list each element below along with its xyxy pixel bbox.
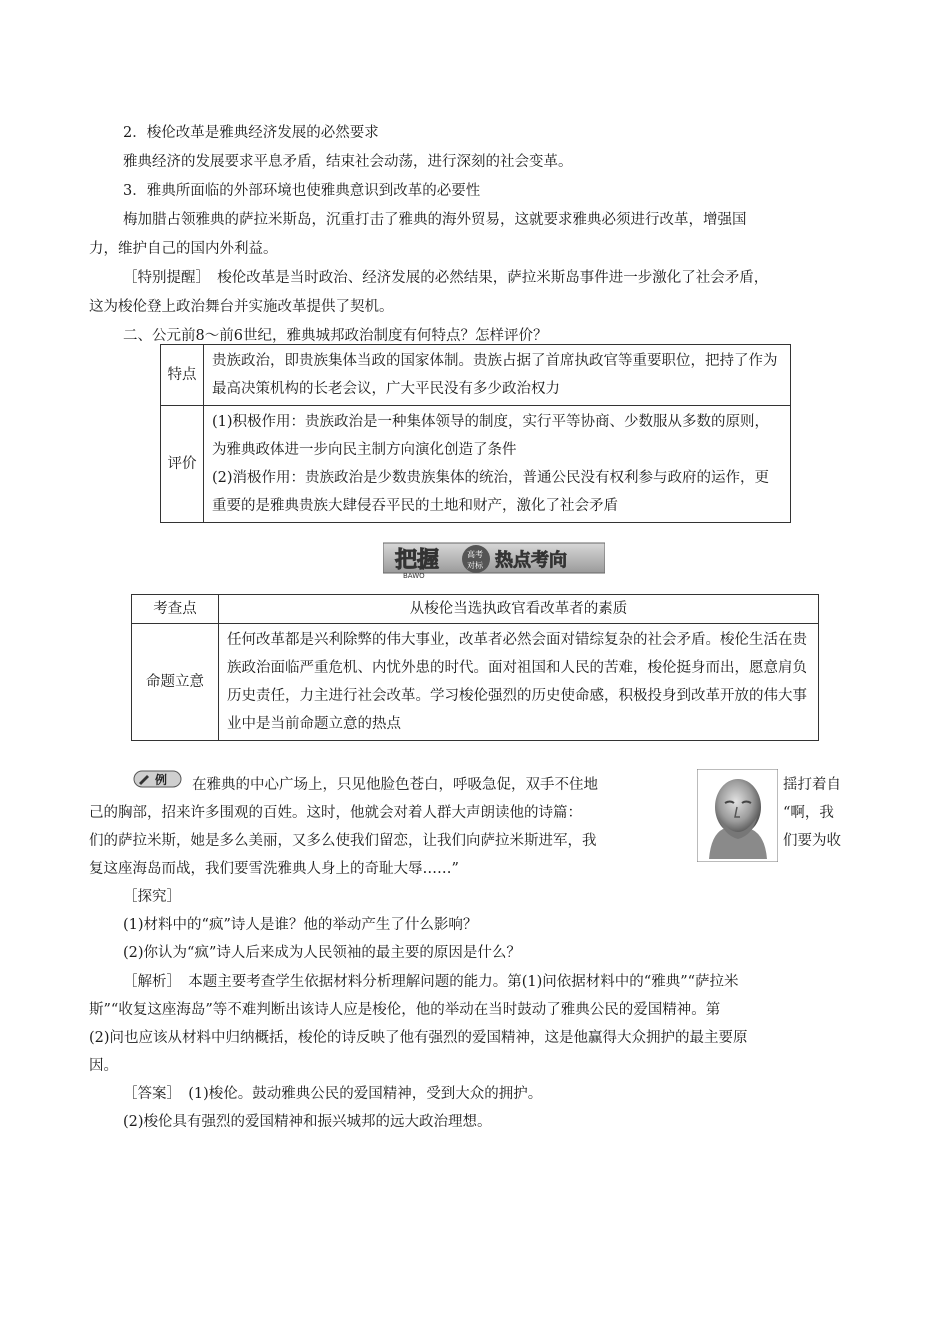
example-line4: 复这座海岛而战，我们要雪洗雅典人身上的奇耻大辱……” (89, 861, 459, 877)
positive-effect: (1)积极作用：贵族政治是一种集体领导的制度，实行平等协商、少数服从多数的原则，为雅典政体进一步向民主制方向演化创造了条件 (212, 414, 770, 458)
item2-title: 2．梭伦改革是雅典经济发展的必然要求 (123, 125, 379, 141)
section2-heading: 二、公元前8～前6世纪，雅典城邦政治制度有何特点？怎样评价？ (123, 328, 548, 344)
table-cell-feature: 贵族政治，即贵族集体当政的国家体制。贵族占据了首席执政官等重要职位，把持了作为最高决策机构的长老会议，广大平民没有多少政治权力 (204, 345, 791, 406)
answer-line1: ［答案］ (1)梭伦。鼓动雅典公民的爱国精神，受到大众的拥护。 (123, 1086, 543, 1102)
reminder-line2: 这为梭伦登上政治舞台并实施改革提供了契机。 (89, 299, 394, 315)
table-label-evaluation: 评价 (161, 406, 204, 523)
example-line1a: 在雅典的中心广场上，只见他脸色苍白，呼吸急促，双手不住地 (192, 777, 598, 793)
table-row (161, 345, 791, 406)
banner-graphic (383, 540, 605, 580)
explore-label: ［探究］ (123, 889, 181, 905)
table-row (161, 406, 791, 523)
example-line3a: 们的萨拉米斯，她是多么美丽，又多么使我们留恋，让我们向萨拉米斯进军，我 (89, 833, 597, 849)
analysis-line1: ［解析］ 本题主要考查学生依据材料分析理解问题的能力。第(1)问依据材料中的“雅典”“萨拉米 (123, 974, 739, 990)
reminder-line1: ［特别提醒］ 梭伦改革是当时政治、经济发展的必然结果，萨拉米斯岛事件进一步激化了社会矛盾， (123, 270, 769, 286)
answer-line2: (2)梭伦具有强烈的爱国精神和振兴城邦的远大政治理想。 (123, 1114, 492, 1130)
solon-bust-image (697, 769, 778, 862)
example-tag (133, 769, 183, 793)
example-line1b: 揺打着自 (783, 777, 841, 793)
question-2: (2)你认为“疯”诗人后来成为人民领袖的最主要的原因是什么？ (123, 945, 521, 961)
item3-body-line1: 梅加腊占领雅典的萨拉米斯岛，沉重打击了雅典的海外贸易，这就要求雅典必须进行改革，增强国 (123, 212, 747, 228)
question-1: (1)材料中的“疯”诗人是谁？他的举动产生了什么影响？ (123, 917, 478, 933)
exam-point-table (131, 594, 819, 741)
item2-body: 雅典经济的发展要求平息矛盾，结束社会动荡，进行深刻的社会变革。 (123, 154, 573, 170)
banner-small-bottom: 对标 (467, 561, 483, 570)
item3-title: 3．雅典所面临的外部环境也使雅典意识到改革的必要性 (123, 183, 481, 199)
section-banner (383, 540, 605, 580)
analysis-line2: 斯”“收复这座海岛”等不难判断出该诗人应是梭伦，他的举动在当时鼓动了雅典公民的爱国精神。第 (89, 1002, 721, 1018)
item3-body-line2: 力，维护自己的国内外利益。 (89, 241, 278, 257)
table-row (132, 595, 819, 624)
example-tag-label: 例 (155, 773, 168, 787)
banner-main-left: 把握 (395, 548, 440, 573)
exam-label-point: 考查点 (132, 595, 219, 624)
example-line2a: 己的胸部，招来许多围观的百姓。这时，他就会对着人群大声朗读他的诗篇： (89, 805, 582, 821)
analysis-line4: 因。 (89, 1058, 118, 1074)
banner-small-top: 高考 (467, 550, 483, 559)
banner-main-right: 热点考向 (495, 550, 567, 571)
negative-effect: (2)消极作用：贵族政治是少数贵族集体的统治，普通公民没有权利参与政府的运作，更重要的是雅典贵族大肆侵吞平民的土地和财产，激化了社会矛盾 (212, 470, 770, 514)
example-line3b: 们要为收 (783, 833, 841, 849)
exam-point-text: 从梭伦当选执政官看改革者的素质 (219, 595, 819, 624)
banner-pinyin: BAWO (403, 572, 425, 580)
example-line2b: “啊，我 (783, 805, 834, 821)
table-cell-evaluation (204, 406, 791, 523)
table-label-feature: 特点 (161, 345, 204, 406)
feature-evaluation-table (160, 344, 791, 523)
exam-intent-text: 任何改革都是兴利除弊的伟大事业，改革者必然会面对错综复杂的社会矛盾。梭伦生活在贵族政治面临严重危机、内忧外患的时代。面对祖国和人民的苦难，梭伦挺身而出，愿意肩负历史责任，力主进行社会改革。学习梭伦强烈的历史使命感，积极投身到改革开放的伟大事业中是当前命题立意的热点 (219, 624, 819, 741)
exam-label-intent: 命题立意 (132, 624, 219, 741)
analysis-line3: (2)问也应该从材料中归纳概括，梭伦的诗反映了他有强烈的爱国精神，这是他赢得大众拥护的最主要原 (89, 1030, 748, 1046)
table-row (132, 624, 819, 741)
